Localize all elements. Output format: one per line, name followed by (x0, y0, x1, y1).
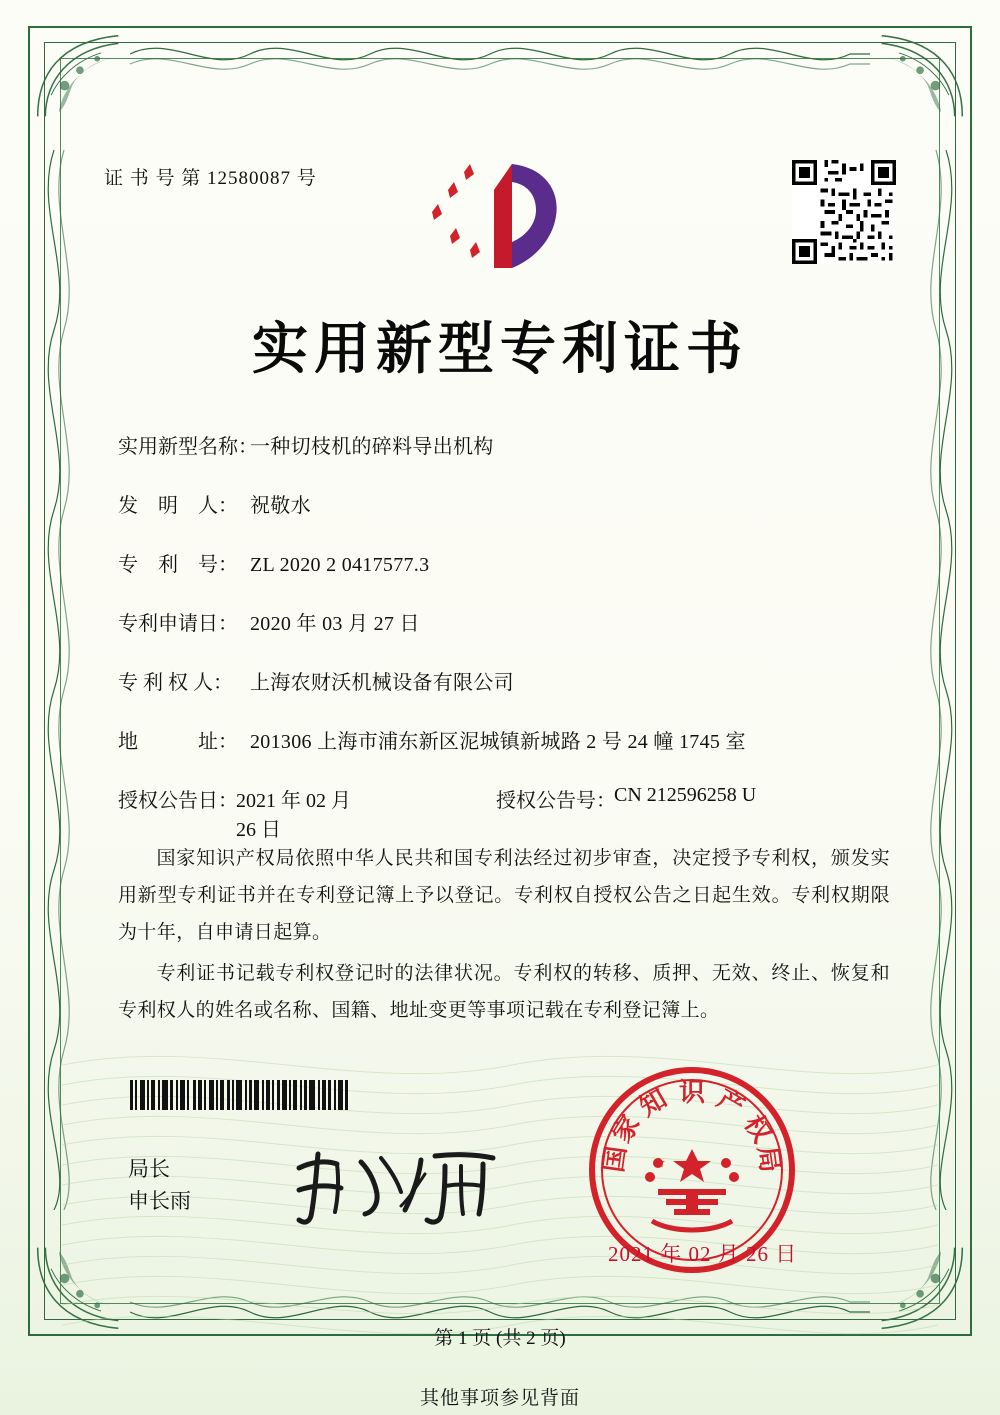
director-block (128, 1153, 191, 1217)
svg-text:局: 局 (752, 1144, 785, 1175)
field-grant-row (118, 784, 908, 842)
svg-text:家: 家 (607, 1110, 646, 1148)
grant-date-label: 授权公告日： (118, 790, 238, 812)
field-value: 祝敬水 (250, 495, 311, 517)
field-inventor (118, 489, 908, 518)
border-ornament-top (130, 30, 870, 78)
field-value: ZL 2020 2 0417577.3 (250, 554, 430, 576)
legal-paragraph-1-text: 国家知识产权局依照中华人民共和国专利法经过初步审查，决定授予专利权，颁发实用新型专利证书并在专利登记簿上予以登记。专利权自授权公告之日起生效。专利权期限为十年，自申请日起算。 (118, 848, 890, 943)
barcode-icon (130, 1080, 392, 1110)
certificate-number: 证 书 号 第 12580087 号 (104, 168, 317, 189)
field-label: 专利申请日： (118, 613, 238, 635)
corner-ornament-icon (874, 28, 970, 124)
field-list (118, 430, 908, 860)
field-patent-number (118, 548, 908, 577)
seal-date: 2021 年 02 月 26 日 (608, 1242, 798, 1266)
svg-text:国: 国 (599, 1144, 632, 1175)
legal-paragraph-2 (118, 955, 890, 1029)
field-address (118, 725, 908, 754)
page-number: 第 1 页 (共 2 页) (434, 1328, 566, 1349)
field-application-date (118, 607, 908, 636)
legal-paragraph-2-text: 专利证书记载专利权登记时的法律状况。专利权的转移、质押、无效、终止、恢复和专利权人的姓名或名称、国籍、地址变更等事项记载在专利登记簿上。 (118, 963, 890, 1021)
grant-number-value: CN 212596258 U (614, 784, 757, 806)
page-title: 实用新型专利证书 (252, 319, 748, 381)
director-title: 局长 (128, 1157, 170, 1181)
field-utility-model-name (118, 430, 908, 459)
grant-number-label: 授权公告号： (496, 790, 616, 812)
director-name: 申长雨 (128, 1189, 191, 1213)
handwritten-signature-icon (285, 1140, 515, 1230)
svg-text:产: 产 (712, 1083, 750, 1122)
svg-text:知: 知 (634, 1083, 672, 1122)
footer-note: 其他事项参见背面 (419, 1388, 580, 1409)
grant-date-value: 2021 年 02 月 26 日 (236, 790, 351, 841)
field-label: 地 址： (118, 731, 238, 753)
corner-ornament-icon (30, 28, 126, 124)
field-value: 201306 上海市浦东新区泥城镇新城路 2 号 24 幢 1745 室 (250, 731, 746, 753)
field-label: 专 利 号： (118, 554, 238, 576)
field-patentee (118, 666, 908, 695)
qr-code-icon (792, 160, 896, 264)
field-value: 上海农财沃机械设备有限公司 (250, 672, 514, 694)
cnipa-logo-icon (420, 150, 580, 280)
svg-text:识: 识 (678, 1078, 706, 1107)
svg-text:权: 权 (738, 1110, 777, 1148)
field-value: 2020 年 03 月 27 日 (250, 613, 420, 635)
field-label: 专 利 权 人： (118, 672, 233, 694)
field-label: 发 明 人： (118, 495, 238, 517)
field-label: 实用新型名称： (118, 436, 258, 458)
field-value: 一种切枝机的碎料导出机构 (250, 436, 494, 458)
legal-paragraph-1 (118, 840, 890, 951)
